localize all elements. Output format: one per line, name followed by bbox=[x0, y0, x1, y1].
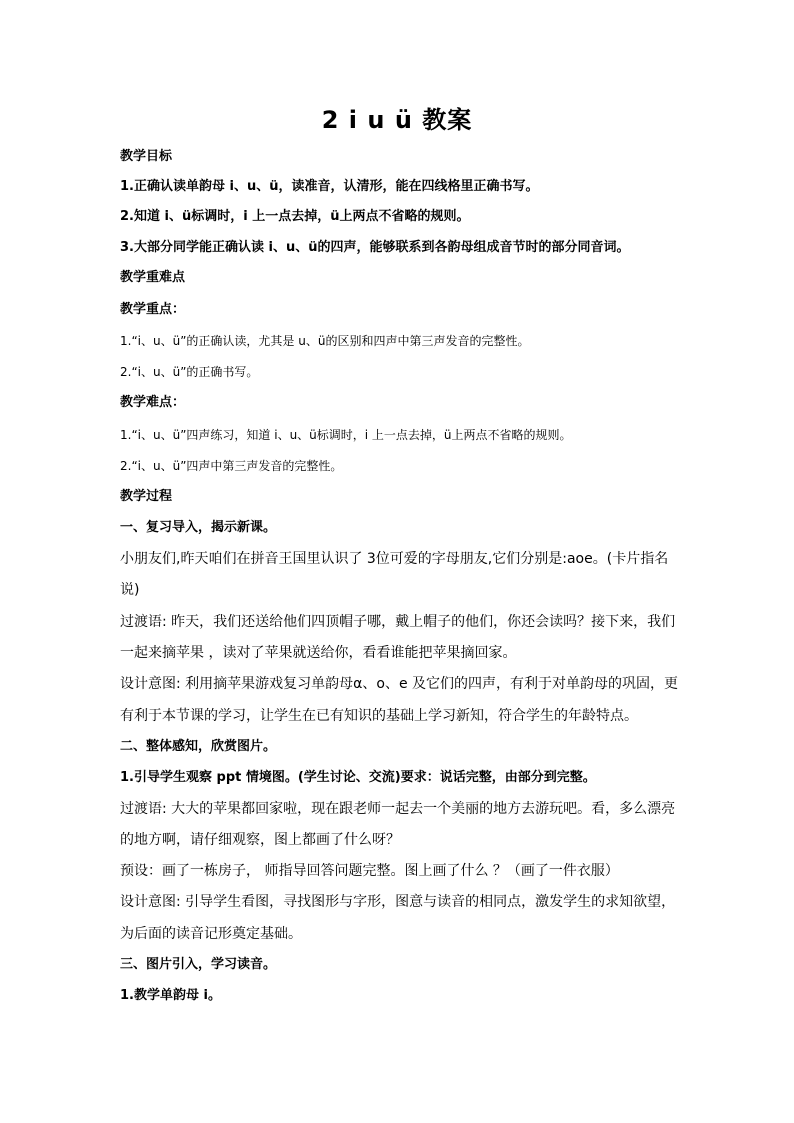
section-heading: 三、图片引入，学习读音。 bbox=[120, 957, 277, 972]
section-heading: 二、整体感知，欣赏图片。 bbox=[120, 739, 277, 754]
paragraph-line: 为后面的读音记形奠定基础。 bbox=[120, 926, 302, 942]
section-heading: 教学难点： bbox=[120, 395, 186, 410]
paragraph-line: 过渡语: 昨天，我们还送给他们四顶帽子哪，戴上帽子的他们，你还会读吗？接下来，我们 bbox=[120, 614, 676, 630]
paragraph-line: 2.“i、u、ü”的正确书写。 bbox=[120, 365, 259, 379]
section-heading: 教学目标 bbox=[120, 149, 173, 164]
section-heading: 教学重点： bbox=[120, 302, 186, 317]
section-heading: 一、复习导入，揭示新课。 bbox=[120, 520, 277, 535]
paragraph-line: 2.“i、u、ü”四声中第三声发音的完整性。 bbox=[120, 459, 343, 473]
paragraph-line: 一起来摘苹果 ，读对了苹果就送给你，看看谁能把苹果摘回家。 bbox=[120, 645, 517, 661]
paragraph-line: 1.“i、u、ü”的正确认读，尤其是 u、ü的区别和四声中第三声发音的完整性。 bbox=[120, 334, 530, 348]
paragraph-line: 1.“i、u、ü”四声练习，知道 i、u、ü标调时，i 上一点去掉，ü上两点不省略的规则。 bbox=[120, 428, 572, 442]
paragraph-line: 2.知道 i、ü标调时，i 上一点去掉，ü上两点不省略的规则。 bbox=[120, 209, 470, 224]
paragraph-line: 设计意图: 利用摘苹果游戏复习单韵母α、o、e 及它们的四声，有利于对单韵母的巩固，更 bbox=[120, 676, 679, 692]
paragraph-line: 设计意图: 引导学生看图，寻找图形与字形，图意与读音的相同点，激发学生的求知欲望， bbox=[120, 894, 676, 910]
paragraph-line: 有利于本节课的学习，让学生在已有知识的基础上学习新知，符合学生的年龄特点。 bbox=[120, 708, 638, 724]
paragraph-line: 过渡语: 大大的苹果都回家啦，现在跟老师一起去一个美丽的地方去游玩吧。看，多么漂亮 bbox=[120, 801, 676, 817]
paragraph-line: 1.引导学生观察 ppt 情境图。(学生讨论、交流)要求：说话完整，由部分到完整。 bbox=[120, 770, 596, 785]
section-heading: 教学重难点 bbox=[120, 270, 186, 285]
paragraph-line: 说) bbox=[120, 582, 140, 598]
paragraph-line: 小朋友们,昨天咱们在拼音王国里认识了 3位可爱的字母朋友,它们分别是:aoe。(卡片指名 bbox=[120, 551, 669, 567]
paragraph-line: 1.正确认读单韵母 i、u、ü，读准音，认清形，能在四线格里正确书写。 bbox=[120, 179, 539, 194]
paragraph-line: 的地方啊，请仔细观察，图上都画了什么呀？ bbox=[120, 832, 400, 848]
paragraph-line: 预设：画了一栋房子， 师指导回答问题完整。图上画了什么 ？（画了一件衣服） bbox=[120, 863, 619, 879]
paragraph-line: 3.大部分同学能正确认读 i、u、ü的四声，能够联系到各韵母组成音节时的部分同音词。 bbox=[120, 240, 630, 255]
paragraph-line: 1.教学单韵母 i。 bbox=[120, 988, 221, 1003]
section-heading: 教学过程 bbox=[120, 489, 173, 504]
document-title: 2 i u ü 教案 bbox=[321, 106, 473, 134]
